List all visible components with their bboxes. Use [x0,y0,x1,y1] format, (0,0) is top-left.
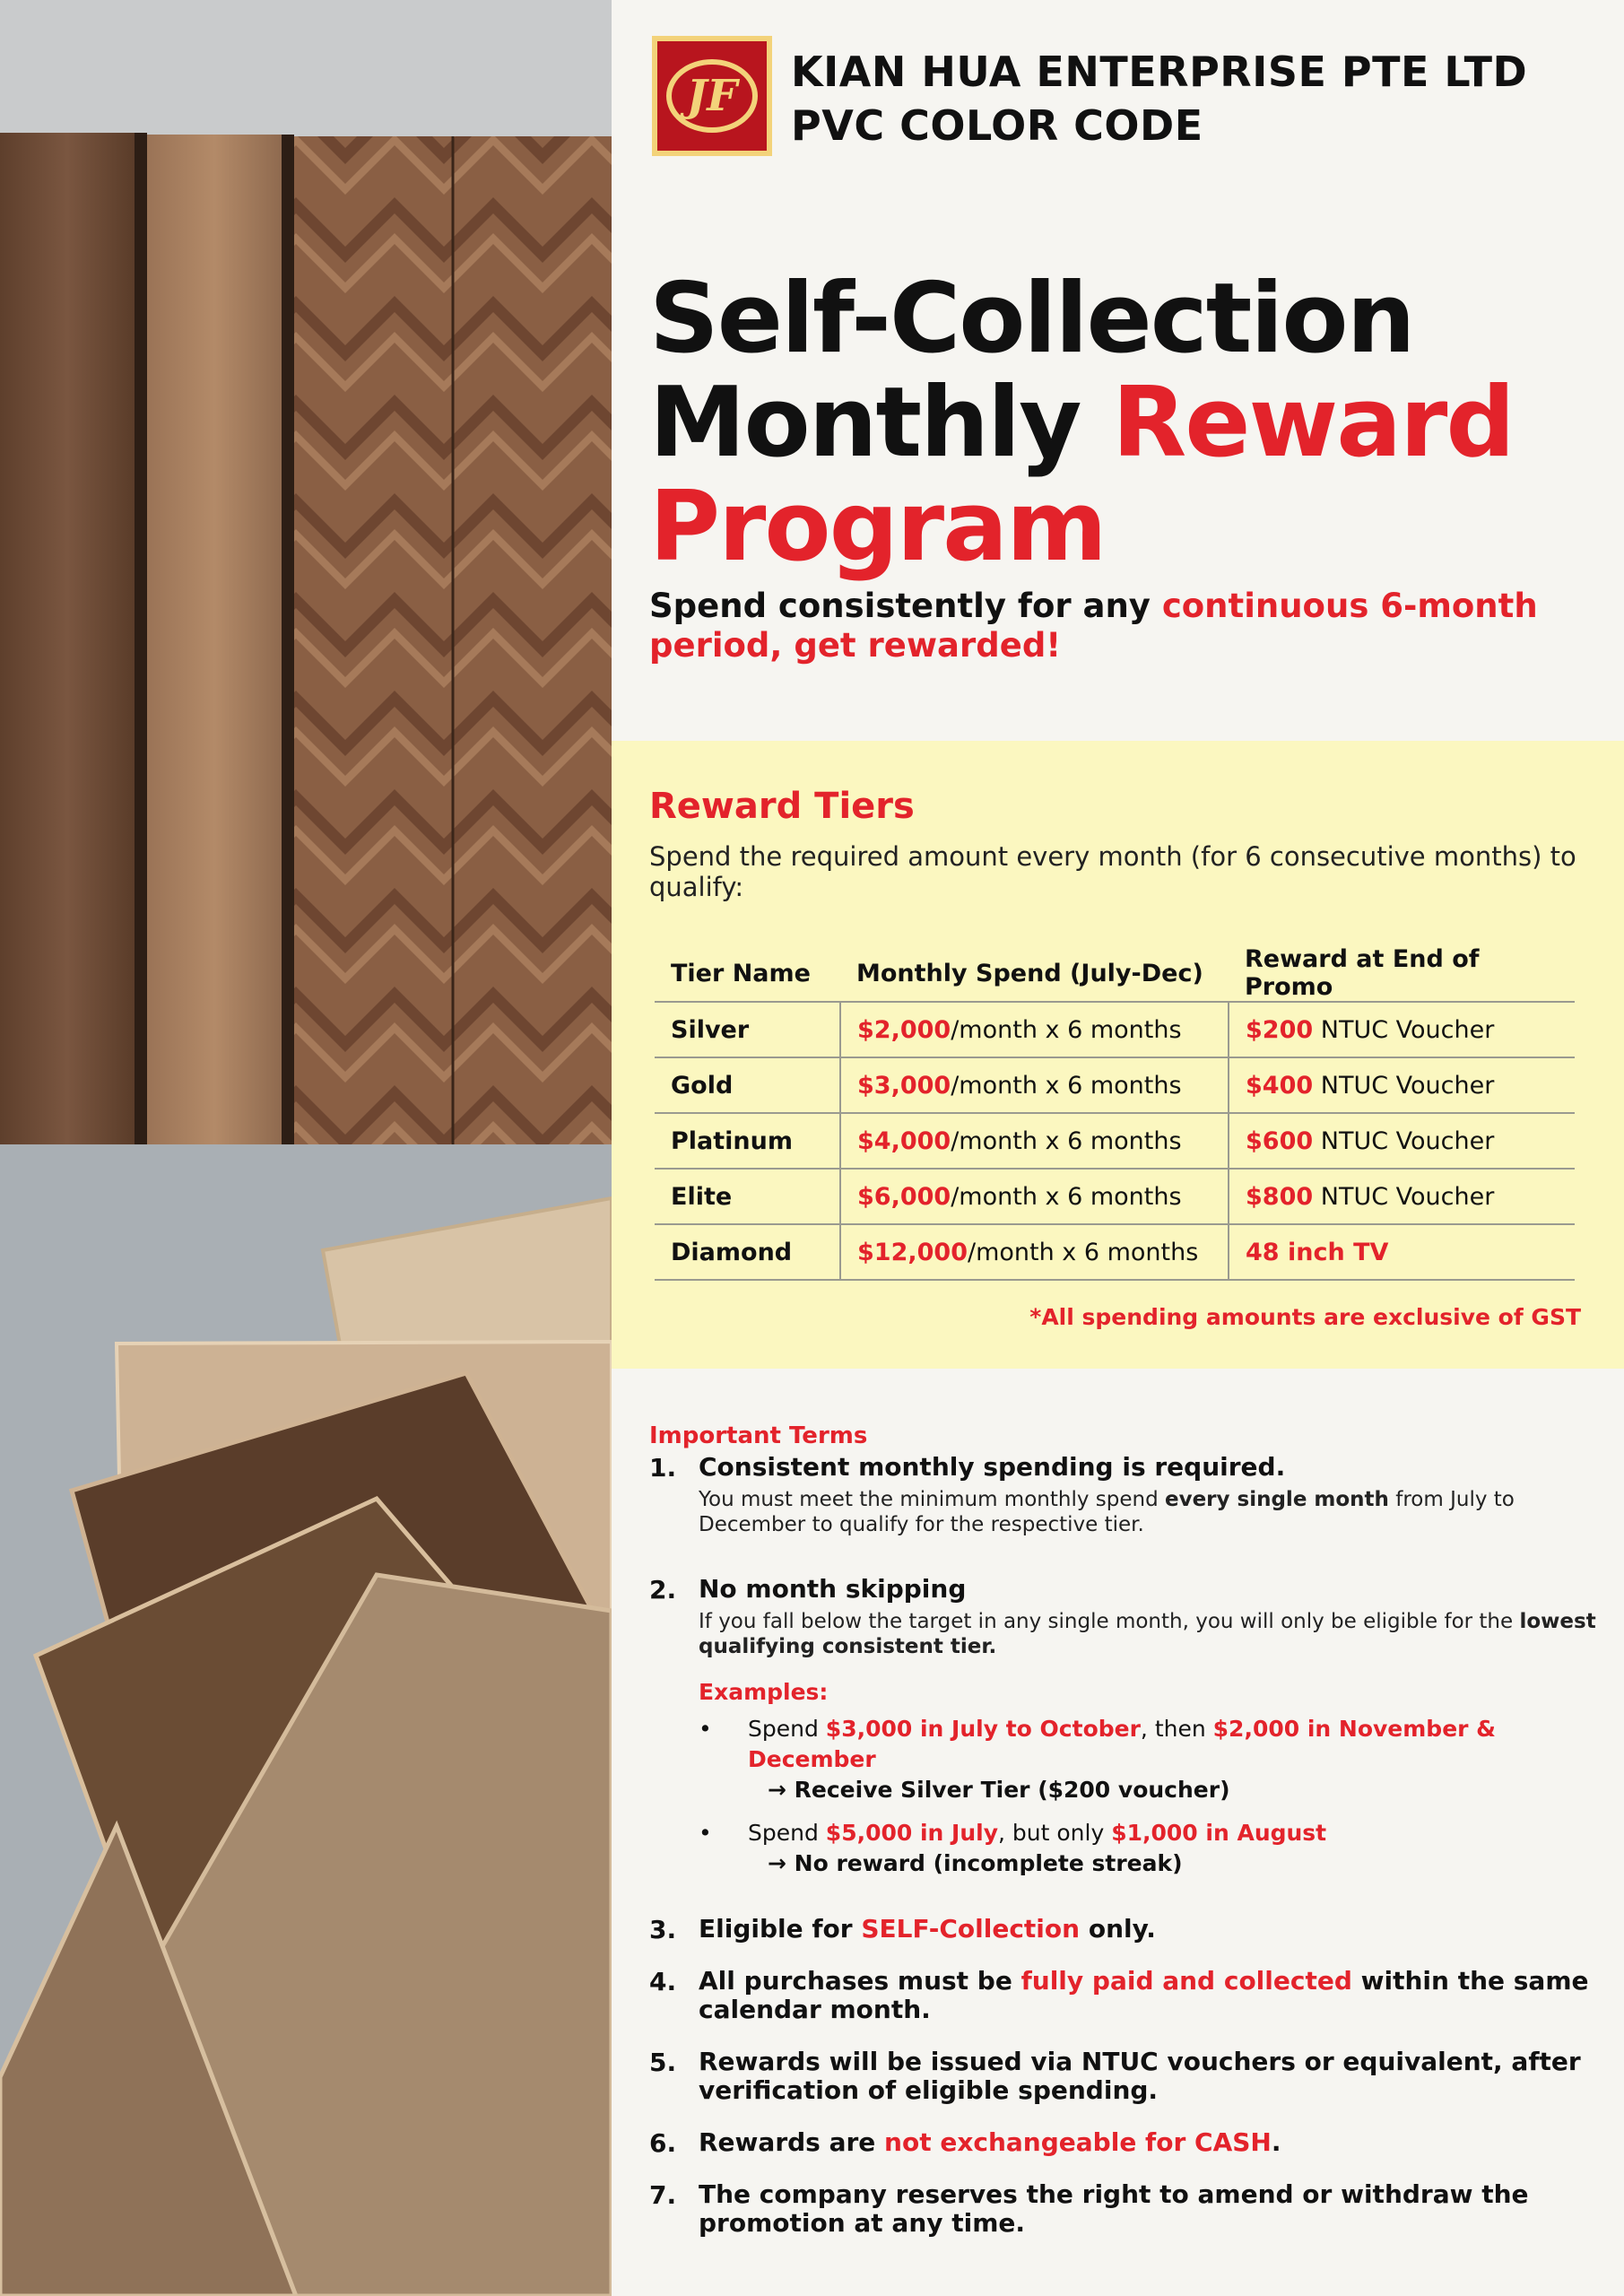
title-reward: Reward [1112,367,1514,479]
table-row [655,1224,1575,1280]
term-heading: The company reserves the right to amend or withdraw the promotion at any time. [699,2179,1529,2238]
example-highlight: $2,000 in November & December [748,1716,1496,1772]
column-header: Monthly Spend (July-Dec) [856,959,1203,987]
term-body [699,1487,1600,1537]
term-number: 2. [649,1575,677,1605]
spend-amount: $4,000 [857,1126,951,1155]
example-result: → Receive Silver Tier ($200 voucher) [768,1777,1230,1803]
term-item [649,2128,1600,2157]
reward [1229,1169,1575,1224]
term-number: 5. [649,2048,677,2077]
reward [1229,1057,1575,1113]
tier-name: Gold [655,1057,840,1113]
reward-tiers-panel [612,741,1624,1369]
company-line-2: PVC COLOR CODE [791,101,1203,150]
example-part: Spend [748,1716,819,1742]
company-line-1: KIAN HUA ENTERPRISE PTE LTD [791,48,1528,96]
tier-name: Platinum [655,1113,840,1169]
term-heading [699,2128,1600,2157]
spend-period: /month x 6 months [951,1071,1182,1100]
term-heading: No month skipping [699,1574,967,1604]
spend-amount: $2,000 [857,1015,951,1044]
example-highlight: $3,000 in July to October [825,1716,1141,1742]
term-body-text: If you fall below the target in any single month, you will only be eligible for the [699,1610,1514,1633]
spend-period: /month x 6 months [951,1015,1182,1044]
monthly-spend [840,1113,1229,1169]
spend-period: /month x 6 months [951,1126,1182,1155]
company-name [791,45,1527,152]
table-row [655,1169,1575,1224]
subhead-red: continuous 6-month period, get rewarded! [649,587,1538,665]
reward [1229,1002,1575,1057]
example-part: , but only [998,1820,1105,1846]
title-line-1: Self-Collection [649,263,1414,375]
spend-amount: $12,000 [857,1238,968,1266]
reward [1229,1224,1575,1280]
term-item [649,1915,1600,1944]
spend-period: /month x 6 months [951,1182,1182,1211]
reward-text: NTUC Voucher [1320,1182,1495,1211]
examples-title: Examples: [699,1679,829,1705]
term-body-text: You must meet the minimum monthly spend [699,1488,1159,1511]
term-heading [699,1915,1600,1944]
tier-name: Diamond [655,1224,840,1280]
example-text [748,1818,1600,1848]
example-item [699,1714,1600,1805]
reward-text: NTUC Voucher [1320,1015,1495,1044]
term-number: 1. [649,1453,677,1483]
title-monthly: Monthly [649,367,1081,479]
table-header-row [655,945,1575,1002]
reward-amount: 48 inch TV [1246,1238,1389,1266]
important-terms [649,1422,1600,2261]
term-number: 7. [649,2180,677,2210]
term-number: 6. [649,2128,677,2158]
column-header: Tier Name [671,959,811,987]
spend-amount: $3,000 [857,1071,951,1100]
reward-amount: $600 [1246,1126,1314,1155]
company-logo [652,36,772,156]
logo-mark: JF [666,59,758,133]
term-body [699,1609,1600,1659]
example-part: , then [1140,1716,1206,1742]
term-part: within the same calendar month. [699,1966,1589,2024]
term-item [649,2180,1600,2238]
term-highlight: fully paid and collected [1020,1966,1352,1996]
reward-tiers-table [655,945,1575,1281]
term-part: . [1271,2127,1281,2157]
example-item [699,1818,1600,1879]
terms-title: Important Terms [649,1422,868,1449]
reward-tiers-description: Spend the required amount every month (for 6 consecutive months) to qualify: [649,841,1576,902]
reward-amount: $200 [1246,1015,1314,1044]
example-part: Spend [748,1820,819,1846]
page-title [649,263,1600,583]
monthly-spend [840,1224,1229,1280]
term-item [649,1453,1600,1537]
table-row [655,1002,1575,1057]
product-photo-column [0,0,612,2296]
title-line-2 [649,367,1600,479]
term-body-bold: every single month [1164,1488,1389,1511]
subheadline [649,587,1546,665]
term-part: All purchases must be [699,1966,1012,1996]
term-heading: Rewards will be issued via NTUC vouchers or equivalent, after verification of eligible spending. [699,2047,1581,2105]
subhead-black: Spend consistently for any [649,587,1151,625]
reward-text: NTUC Voucher [1320,1071,1495,1100]
monthly-spend [840,1057,1229,1113]
table-row [655,1057,1575,1113]
spend-period: /month x 6 months [967,1238,1199,1266]
example-text [748,1714,1600,1775]
term-highlight: not exchangeable for CASH [884,2127,1272,2157]
term-item [649,1575,1600,1879]
bullet: • [699,1716,712,1742]
term-item [649,1967,1600,2024]
tier-name: Silver [655,1002,840,1057]
term-body-text: from July to December to qualify for the respective tier. [699,1488,1515,1536]
example-highlight: $5,000 in July [825,1820,999,1846]
table-row [655,1113,1575,1169]
term-number: 4. [649,1967,677,1996]
reward [1229,1113,1575,1169]
reward-text: NTUC Voucher [1320,1126,1495,1155]
tier-name: Elite [655,1169,840,1224]
reward-amount: $400 [1246,1071,1314,1100]
title-line-3: Program [649,471,1106,583]
term-item [649,2048,1600,2105]
term-body-bold: lowest qualifying consistent tier. [699,1610,1596,1658]
laminate-samples-photo [0,1144,612,2296]
wood-panel-photo [0,0,612,1144]
term-heading: Consistent monthly spending is required. [699,1452,1286,1482]
example-highlight: $1,000 in August [1111,1820,1327,1846]
monthly-spend [840,1002,1229,1057]
term-number: 3. [649,1915,677,1944]
term-part: Rewards are [699,2127,876,2157]
column-header: Reward at End of Promo [1245,945,1480,1001]
reward-tiers-title: Reward Tiers [649,786,915,827]
spend-amount: $6,000 [857,1182,951,1211]
term-highlight: SELF-Collection [861,1914,1081,1944]
term-part: only. [1088,1914,1156,1944]
term-part: Eligible for [699,1914,853,1944]
bullet: • [699,1820,712,1846]
term-heading [699,1967,1600,2024]
gst-note: *All spending amounts are exclusive of GST [1029,1304,1581,1330]
example-result: → No reward (incomplete streak) [768,1850,1183,1876]
reward-amount: $800 [1246,1182,1314,1211]
monthly-spend [840,1169,1229,1224]
